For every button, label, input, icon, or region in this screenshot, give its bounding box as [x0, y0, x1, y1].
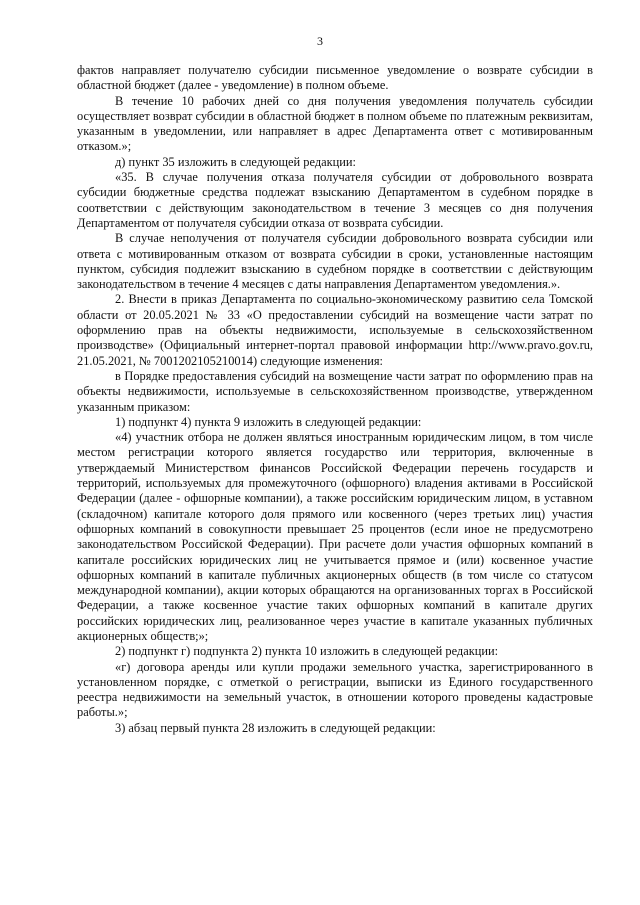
- paragraph-7: в Порядке предоставления субсидий на возмещение части затрат по оформлению прав на объекты недвижимости, используемые в сельскохозяйственном производстве, утвержденном указанным приказом:: [77, 368, 593, 414]
- paragraph-5: В случае неполучения от получателя субсидии добровольного возврата субсидии или ответа с мотивированным отказом от возврата субсидии в сроки, установленные настоящим пунктом, субсидия подлежит взысканию в судебном порядке в соответствии с действующим законодательством в течение 4 месяцев с даты направления Департаментом уведомления.».: [77, 231, 593, 292]
- paragraph-4: «35. В случае получения отказа получателя субсидии от добровольного возврата субсидии бюджетные средства подлежат взысканию Департаментом в судебном порядке в соответствии с действующим законодательством в течение 3 месяцев со дня получения Департаментом от получателя субсидии отказа от возврата субсидии.: [77, 170, 593, 230]
- paragraph-12: 3) абзац первый пункта 28 изложить в следующей редакции:: [115, 720, 436, 735]
- paragraph-9: «4) участник отбора не должен являться иностранным юридическим лицом, в том числе местом регистрации которого является государство или территория, включенные в утверждаемый Министерством финансов Российской Федерации перечень государств и территорий, используемых для промежуточного (офшорного) владения активами в Российской Федерации (далее - офшорные компании), а также российским юридическим лицом, в уставном (складочном) капитале которого доля прямого или косвенного (через третьих лиц) участия офшорных компаний в совокупности превышает 25 процентов (если иное не предусмотрено законодательством Российской Федерации). При расчете доли участия офшорных компаний в капитале российских юридических лиц не учитывается прямое и (или) косвенное участие офшорных компаний в капитале публичных акционерных обществ (в том числе со статусом международной компании), акции которых обращаются на организованных торгах в Российской Федерации, а также косвенное участие таких офшорных компаний в капитале других российских юридических лиц, реализованное через участие в капитале указанных публичных акционерных обществ;»;: [77, 430, 593, 643]
- paragraph-3: д) пункт 35 изложить в следующей редакции:: [115, 154, 356, 169]
- paragraph-10: 2) подпункт г) подпункта 2) пункта 10 изложить в следующей редакции:: [115, 644, 499, 659]
- paragraph-2: В течение 10 рабочих дней со дня получения уведомления получатель субсидии осуществляет возврат субсидии в областной бюджет в полном объеме по платежным реквизитам, указанным в уведомлении, или направляет в адрес Департамента ответ с мотивированным отказом.»;: [77, 93, 593, 154]
- document-body: [77, 63, 593, 736]
- paragraph-8: 1) подпункт 4) пункта 9 изложить в следующей редакции:: [115, 414, 422, 429]
- paragraph-1: фактов направляет получателю субсидии письменное уведомление о возврате субсидии в областной бюджет (далее - уведомление) в полном объеме.: [77, 63, 593, 93]
- page-number: 3: [317, 34, 323, 48]
- paragraph-6: 2. Внести в приказ Департамента по социально-экономическому развитию села Томской области от 20.05.2021 № 33 «О предоставлении субсидий на возмещение части затрат по оформлению прав на объекты недвижимости, используемые в сельскохозяйственном производстве» (Официальный интернет-портал правовой информации http://www.pravo.gov.ru, 21.05.2021, № 7001202105210014) следующие изменения:: [77, 292, 593, 368]
- paragraph-11: «г) договора аренды или купли продажи земельного участка, зарегистрированного в установленном порядке, с отметкой о регистрации, выписки из Единого государственного реестра недвижимости на земельный участок, в отношении которого проведены кадастровые работы.»;: [77, 659, 593, 720]
